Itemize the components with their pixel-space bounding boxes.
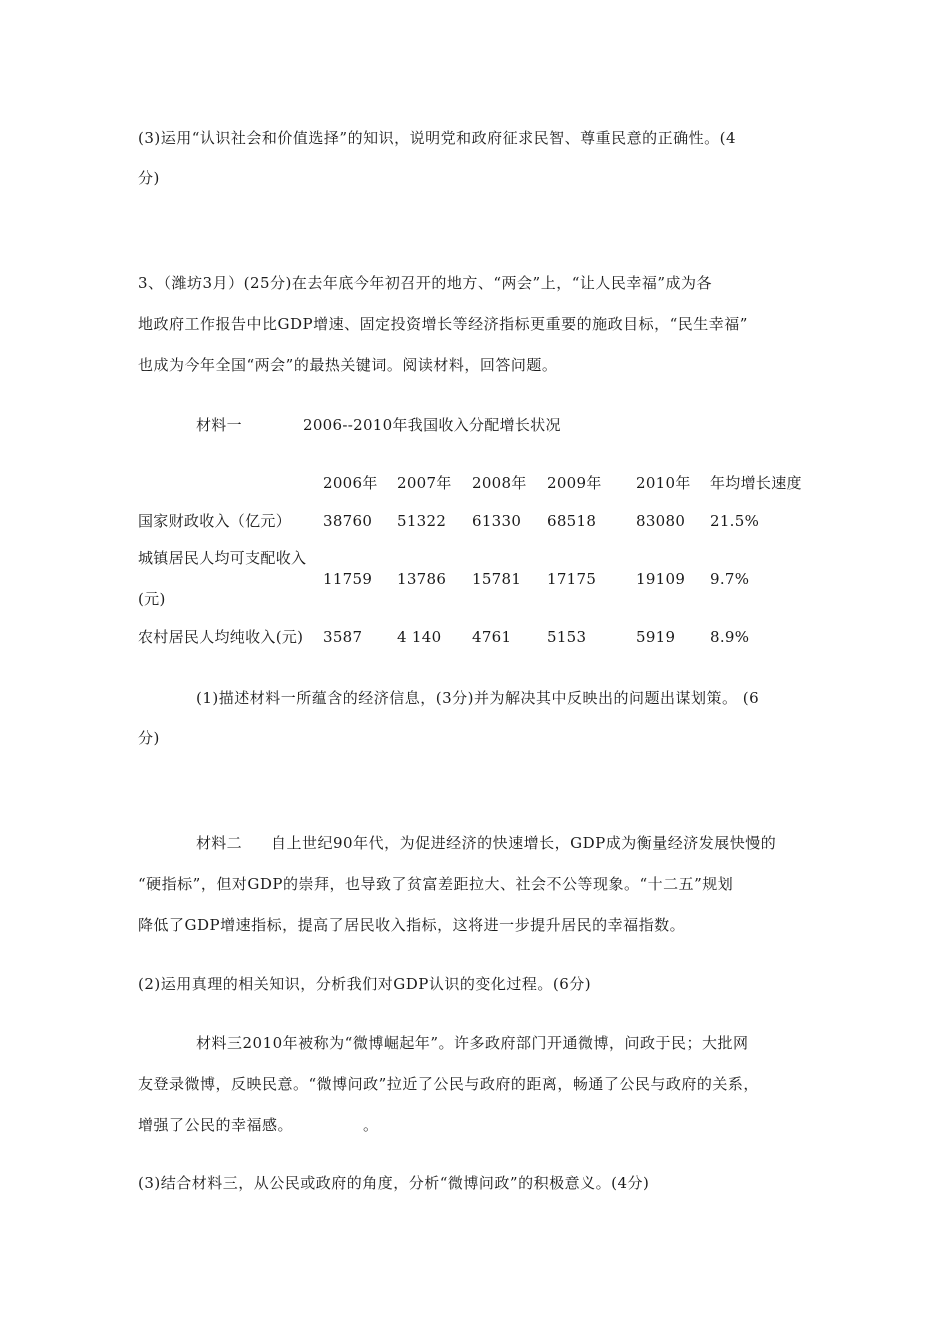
table-cell: 4 140 bbox=[397, 628, 442, 646]
row-label: 农村居民人均纯收入(元) bbox=[138, 628, 304, 646]
table-cell: 5153 bbox=[547, 628, 587, 646]
material-3-line-1: 材料三2010年被称为“微博崛起年”。许多政府部门开通微博，问政于民；大批网 bbox=[196, 1034, 749, 1052]
table-cell: 4761 bbox=[472, 628, 512, 646]
table-cell: 8.9% bbox=[710, 628, 750, 646]
material-2-line-3: 降低了GDP增速指标，提高了居民收入指标，这将进一步提升居民的幸福指数。 bbox=[138, 916, 686, 934]
question-3-intro-line-1: 3、（潍坊3月）(25分)在去年底今年初召开的地方、“两会”上，“让人民幸福”成为各 bbox=[138, 274, 713, 292]
question-3: (3)结合材料三，从公民或政府的角度，分析“微博问政”的积极意义。(4分) bbox=[138, 1174, 650, 1192]
table-cell: 13786 bbox=[397, 570, 447, 588]
question-1-line-1: (1)描述材料一所蕴含的经济信息，(3分)并为解决其中反映出的问题出谋划策。 (6 bbox=[196, 689, 760, 707]
question-1-line-2: 分) bbox=[138, 729, 160, 747]
table-cell: 21.5% bbox=[710, 512, 760, 530]
table-cell: 17175 bbox=[547, 570, 597, 588]
table-header: 2006年 bbox=[323, 474, 378, 492]
table-cell: 38760 bbox=[323, 512, 373, 530]
material-1-title: 2006--2010年我国收入分配增长状况 bbox=[303, 416, 561, 434]
table-cell: 51322 bbox=[397, 512, 447, 530]
table-header: 2008年 bbox=[472, 474, 527, 492]
material-2-label: 材料二 bbox=[196, 834, 242, 852]
material-3-line-3: 增强了公民的幸福感。 bbox=[138, 1116, 294, 1134]
row-label: 国家财政收入（亿元） bbox=[138, 512, 292, 530]
question-2-3-line-1: (3)运用“认识社会和价值选择”的知识，说明党和政府征求民智、尊重民意的正确性。(4 bbox=[138, 129, 736, 147]
question-2-3-line-2: 分) bbox=[138, 169, 160, 187]
question-3-intro-line-2: 地政府工作报告中比GDP增速、固定投资增长等经济指标更重要的施政目标，“民生幸福” bbox=[138, 315, 748, 333]
table-header: 2009年 bbox=[547, 474, 602, 492]
table-cell: 68518 bbox=[547, 512, 597, 530]
table-cell: 5919 bbox=[636, 628, 676, 646]
table-cell: 83080 bbox=[636, 512, 686, 530]
row-label-unit: (元) bbox=[138, 590, 166, 608]
table-header: 2010年 bbox=[636, 474, 691, 492]
question-3-intro-line-3: 也成为今年全国“两会”的最热关键词。阅读材料，回答问题。 bbox=[138, 356, 558, 374]
table-cell: 15781 bbox=[472, 570, 522, 588]
material-2-line-1: 自上世纪90年代，为促进经济的快速增长，GDP成为衡量经济发展快慢的 bbox=[271, 834, 777, 852]
material-3-trailing-mark: 。 bbox=[363, 1116, 379, 1134]
table-cell: 11759 bbox=[323, 570, 373, 588]
table-cell: 19109 bbox=[636, 570, 686, 588]
table-cell: 61330 bbox=[472, 512, 522, 530]
table-cell: 9.7% bbox=[710, 570, 750, 588]
material-3-line-2: 友登录微博，反映民意。“微博问政”拉近了公民与政府的距离，畅通了公民与政府的关系， bbox=[138, 1075, 759, 1093]
table-header: 2007年 bbox=[397, 474, 452, 492]
question-2: (2)运用真理的相关知识，分析我们对GDP认识的变化过程。(6分) bbox=[138, 975, 592, 993]
row-label: 城镇居民人均可支配收入 bbox=[138, 549, 307, 567]
table-header: 年均增长速度 bbox=[710, 474, 802, 492]
material-1-label: 材料一 bbox=[196, 416, 242, 434]
material-2-line-2: “硬指标”，但对GDP的崇拜，也导致了贫富差距拉大、社会不公等现象。“十二五”规划 bbox=[138, 875, 734, 893]
table-cell: 3587 bbox=[323, 628, 363, 646]
